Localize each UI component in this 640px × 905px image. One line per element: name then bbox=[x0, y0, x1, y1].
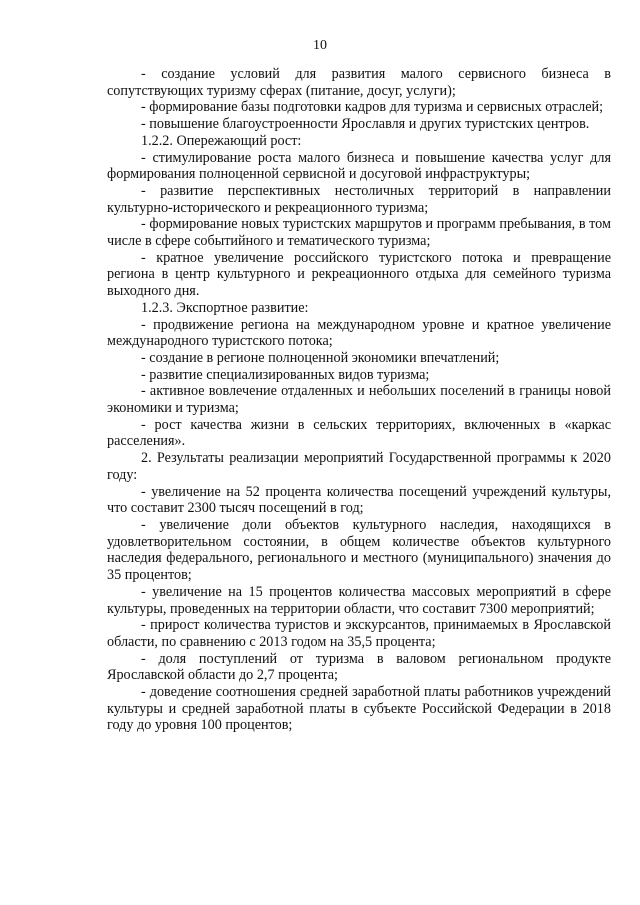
paragraph: - доведение соотношения средней заработной платы работников учреждений культуры и средней заработной платы в субъекте Российской Федерации в 2018 году до уровня 100 процентов; bbox=[107, 684, 611, 734]
paragraph: - увеличение на 15 процентов количества массовых мероприятий в сфере культуры, проведенных на территории области, что составит 7300 мероприятий; bbox=[107, 583, 611, 617]
paragraph: - развитие перспективных нестоличных территорий в направлении культурно-исторического и рекреационного туризма; bbox=[107, 182, 611, 216]
paragraph: - формирование новых туристских маршрутов и программ пребывания, в том числе в сфере событийного и тематического туризма; bbox=[107, 216, 611, 250]
paragraph: - создание условий для развития малого сервисного бизнеса в сопутствующих туризму сферах (питание, досуг, услуги); bbox=[107, 66, 611, 99]
paragraph: - увеличение доли объектов культурного наследия, находящихся в удовлетворительном состоянии, в общем количестве объектов культурного наследия федерального, регионального и местного (муниципального) значения до 35 процентов; bbox=[107, 516, 611, 584]
paragraph: - стимулирование роста малого бизнеса и повышение качества услуг для формирования полноценной сервисной и досуговой инфраструктуры; bbox=[107, 149, 611, 183]
paragraph: - увеличение на 52 процента количества посещений учреждений культуры, что составит 2300 тысяч посещений в год; bbox=[107, 483, 611, 517]
document-body bbox=[107, 66, 611, 734]
paragraph: - прирост количества туристов и экскурсантов, принимаемых в Ярославской области, по сравнению с 2013 годом на 35,5 процента; bbox=[107, 617, 611, 650]
paragraph: - активное вовлечение отдаленных и небольших поселений в границы новой экономики и туризма; bbox=[107, 383, 611, 417]
section-heading: 1.2.3. Экспортное развитие: bbox=[141, 299, 309, 316]
paragraph: - доля поступлений от туризма в валовом региональном продукте Ярославской области до 2,7 процента; bbox=[107, 650, 611, 684]
paragraph: - повышение благоустроенности Ярославля и других туристских центров. bbox=[141, 116, 590, 133]
paragraph: - кратное увеличение российского туристского потока и превращение региона в центр культурного и рекреационного отдыха для семейного туризма выходного дня. bbox=[107, 249, 611, 300]
paragraph: - развитие специализированных видов туризма; bbox=[141, 366, 430, 383]
page-number: 10 bbox=[313, 38, 327, 53]
paragraph: - продвижение региона на международном уровне и кратное увеличение международного туристского потока; bbox=[107, 316, 611, 350]
section-heading: 2. Результаты реализации мероприятий Государственной программы к 2020 году: bbox=[107, 450, 611, 483]
paragraph: - формирование базы подготовки кадров для туризма и сервисных отраслей; bbox=[141, 99, 604, 116]
paragraph: - создание в регионе полноценной экономики впечатлений; bbox=[141, 349, 500, 366]
section-heading: 1.2.2. Опережающий рост: bbox=[141, 132, 302, 149]
paragraph: - рост качества жизни в сельских территориях, включенных в «каркас расселения». bbox=[107, 416, 611, 450]
